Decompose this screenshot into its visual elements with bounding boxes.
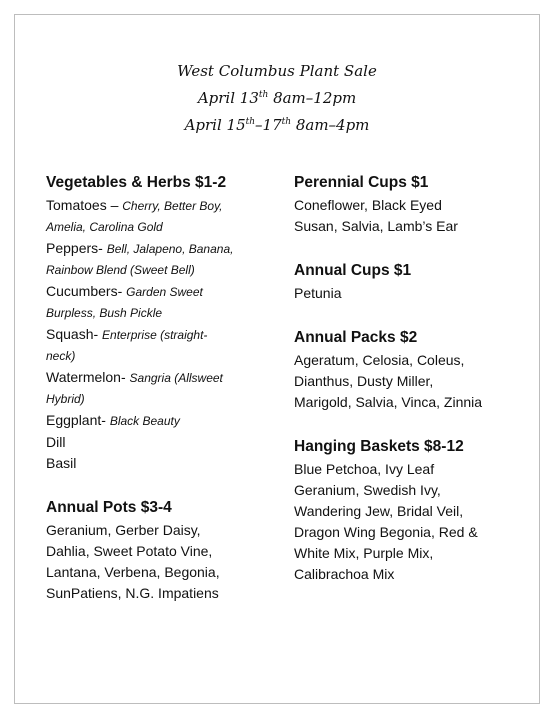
section-title-annual-cups: Annual Cups $1 <box>294 262 412 279</box>
section-gap <box>294 237 524 259</box>
date-2-suffix-2: th <box>281 117 292 127</box>
item-varieties-cont: Amelia, Carolina Gold <box>46 220 163 234</box>
section-title-hanging-baskets: Hanging Baskets $8-12 <box>294 438 464 455</box>
item-tomatoes <box>46 195 284 217</box>
item-varieties: Sangria (Allsweet <box>129 371 223 385</box>
hanging-baskets-line: Geranium, Swedish Ivy, <box>294 482 441 498</box>
date-2-range: –17 <box>255 116 282 134</box>
annual-cups-line: Petunia <box>294 285 342 301</box>
annual-pots-line: SunPatiens, N.G. Impatiens <box>46 585 219 601</box>
annual-packs-line: Ageratum, Celosia, Coleus, <box>294 352 465 368</box>
item-varieties: Garden Sweet <box>126 285 203 299</box>
hanging-baskets-line: Dragon Wing Begonia, Red & <box>294 524 478 540</box>
item-dill: Dill <box>46 434 66 450</box>
item-varieties-cont: Burpless, Bush Pickle <box>46 306 163 320</box>
item-varieties: Cherry, Better Boy, <box>122 199 223 213</box>
flyer-page <box>14 14 540 704</box>
annual-pots-line: Geranium, Gerber Daisy, <box>46 522 201 538</box>
hanging-baskets-line: Blue Petchoa, Ivy Leaf <box>294 461 435 477</box>
item-cucumbers <box>46 281 284 303</box>
item-name: Squash- <box>46 326 103 342</box>
left-column <box>46 171 284 604</box>
item-squash <box>46 324 284 346</box>
annual-packs-line: Marigold, Salvia, Vinca, Zinnia <box>294 394 483 410</box>
section-gap <box>294 304 524 326</box>
item-name: Eggplant- <box>46 412 110 428</box>
item-basil: Basil <box>46 455 77 471</box>
item-varieties-cont: neck) <box>46 349 76 363</box>
perennial-cups-line: Coneflower, Black Eyed <box>294 197 442 213</box>
item-eggplant <box>46 410 284 432</box>
annual-pots-line: Lantana, Verbena, Begonia, <box>46 564 220 580</box>
date-1-suffix: th <box>258 90 269 100</box>
date-2-day: April 15 <box>184 116 246 134</box>
item-watermelon <box>46 367 284 389</box>
item-varieties: Enterprise (straight- <box>102 328 208 342</box>
section-gap <box>294 413 524 435</box>
section-title-annual-packs: Annual Packs $2 <box>294 329 418 346</box>
item-name: Cucumbers- <box>46 283 127 299</box>
section-title-perennial-cups: Perennial Cups $1 <box>294 174 429 191</box>
date-2-hours: 8am–4pm <box>291 116 370 134</box>
section-gap <box>46 474 284 496</box>
date-1-hours: 8am–12pm <box>268 89 357 107</box>
item-name: Watermelon- <box>46 369 130 385</box>
perennial-cups-line: Susan, Salvia, Lamb’s Ear <box>294 218 458 234</box>
item-name: Tomatoes – <box>46 197 123 213</box>
event-title: West Columbus Plant Sale <box>177 62 377 80</box>
flyer-header <box>15 59 539 137</box>
item-varieties: Bell, Jalapeno, Banana, <box>106 242 234 256</box>
hanging-baskets-line: Calibrachoa Mix <box>294 566 395 582</box>
item-varieties-cont: Hybrid) <box>46 392 85 406</box>
section-title-vegetables: Vegetables & Herbs $1-2 <box>46 174 227 191</box>
item-peppers <box>46 238 284 260</box>
date-2-suffix: th <box>245 117 256 127</box>
event-date-1 <box>15 83 539 110</box>
right-column <box>294 171 524 585</box>
item-varieties: Black Beauty <box>109 414 180 428</box>
date-1-day: April 13 <box>197 89 259 107</box>
hanging-baskets-line: Wandering Jew, Bridal Veil, <box>294 503 464 519</box>
hanging-baskets-line: White Mix, Purple Mix, <box>294 545 434 561</box>
annual-packs-line: Dianthus, Dusty Miller, <box>294 373 434 389</box>
event-date-2 <box>15 110 539 137</box>
item-varieties-cont: Rainbow Blend (Sweet Bell) <box>46 263 195 277</box>
item-name: Peppers- <box>46 240 107 256</box>
section-title-annual-pots: Annual Pots $3-4 <box>46 499 172 516</box>
annual-pots-line: Dahlia, Sweet Potato Vine, <box>46 543 213 559</box>
